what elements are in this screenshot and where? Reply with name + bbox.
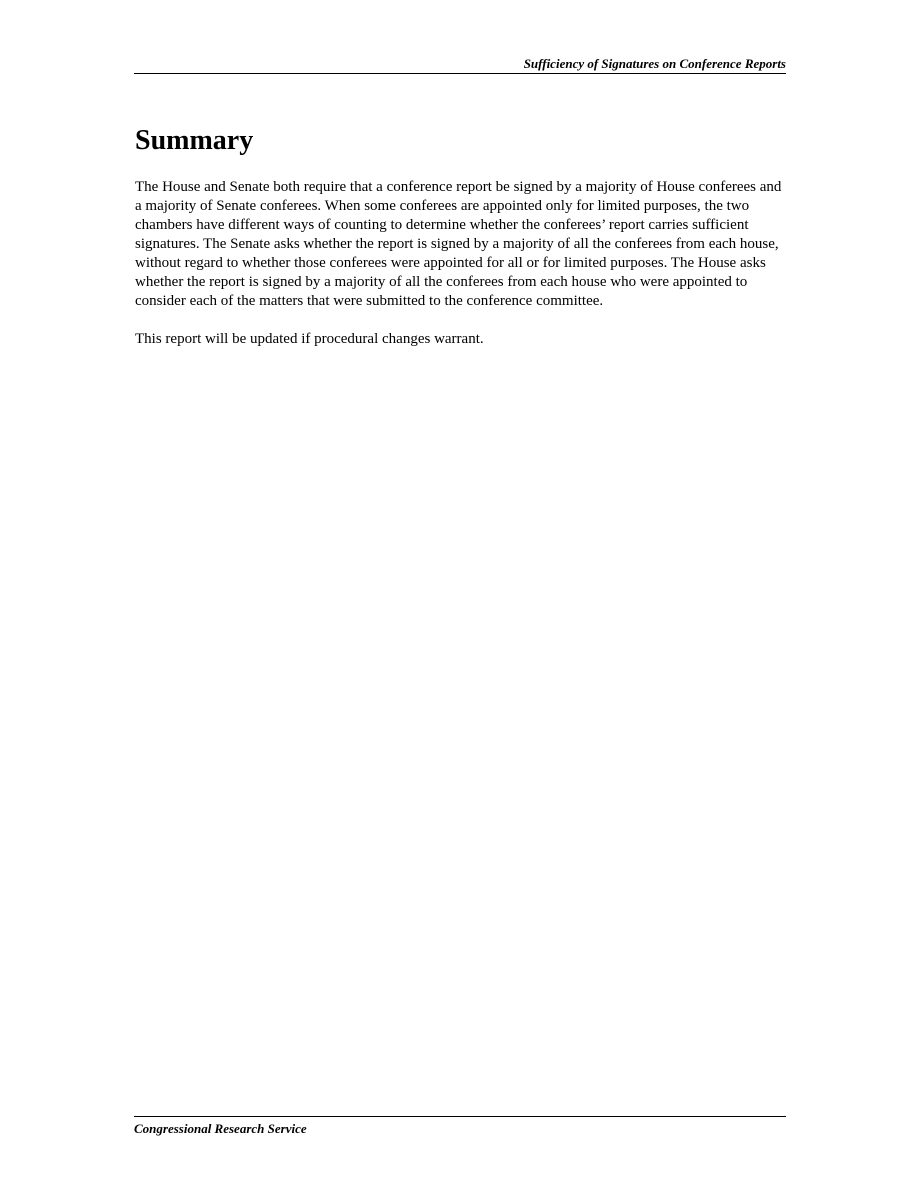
running-footer [134, 1116, 786, 1137]
running-header [134, 56, 786, 74]
update-note-paragraph: This report will be updated if procedural changes warrant. [135, 331, 484, 347]
footer-organization: Congressional Research Service [134, 1121, 307, 1136]
summary-body [135, 178, 790, 368]
section-title: Summary [135, 125, 254, 156]
summary-paragraph: The House and Senate both require that a conference report be signed by a majority of House conferees and a majority of Senate conferees. When some conferees are appointed only for limited purposes, the two chambers have different ways of counting to determine whether the conferees’ report carries sufficient signatures. The Senate asks whether the report is signed by a majority of all the conferees from each house, without regard to whether those conferees were appointed for all or for limited purposes. The House asks whether the report is signed by a majority of all the conferees from each house who were appointed to consider each of the matters that were submitted to the conference committee. [135, 179, 782, 309]
running-header-title: Sufficiency of Signatures on Conference Reports [523, 56, 786, 71]
